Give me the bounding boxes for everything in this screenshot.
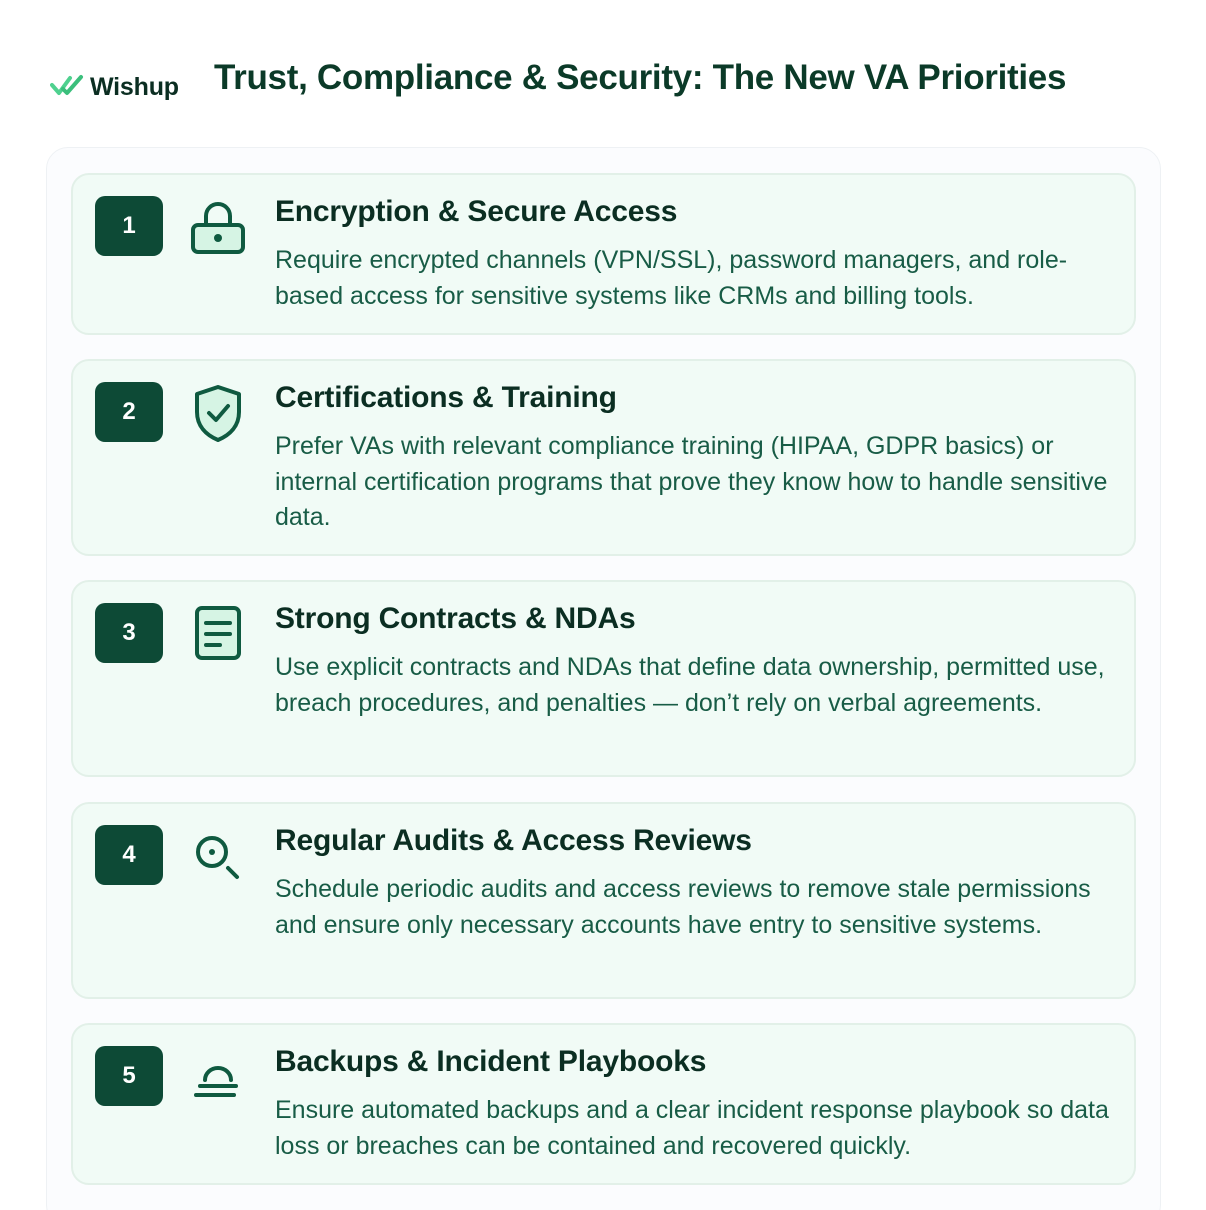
card-description: Ensure automated backups and a clear incident response playbook so data loss or breaches can be contained and recovered quickly. (275, 1096, 1109, 1160)
card-description: Require encrypted channels (VPN/SSL), password managers, and role-based access for sensitive systems like CRMs and billing tools. (275, 246, 1068, 310)
document-icon (183, 602, 253, 666)
magnifier-icon (183, 824, 253, 888)
card-title: Regular Audits & Access Reviews (275, 824, 752, 857)
step-number-badge: 3 (95, 603, 163, 663)
step-number-badge: 2 (95, 382, 163, 442)
step-number-badge: 5 (95, 1046, 163, 1106)
card-title: Backups & Incident Playbooks (275, 1045, 707, 1078)
priority-card-4 (71, 802, 1136, 999)
wishup-check-icon (50, 72, 84, 103)
card-title: Encryption & Secure Access (275, 195, 678, 228)
card-title: Strong Contracts & NDAs (275, 602, 636, 635)
lock-icon (183, 195, 253, 259)
step-number-badge: 4 (95, 825, 163, 885)
card-title: Certifications & Training (275, 381, 617, 414)
page-header (0, 0, 1206, 140)
shield-check-icon (183, 381, 253, 445)
page-title: Trust, Compliance & Security: The New VA Priorities (214, 58, 1067, 97)
priority-card-2 (71, 359, 1136, 556)
brand-name: Wishup (90, 73, 179, 101)
backup-icon (183, 1045, 253, 1109)
priority-card-1 (71, 173, 1136, 335)
step-number-badge: 1 (95, 196, 163, 256)
card-description: Schedule periodic audits and access reviews to remove stale permissions and ensure only necessary accounts have entry to sensitive systems. (275, 875, 1091, 939)
priority-card-3 (71, 580, 1136, 777)
priority-card-5 (71, 1023, 1136, 1185)
card-description: Prefer VAs with relevant compliance training (HIPAA, GDPR basics) or internal certification programs that prove they know how to handle sensitive data. (275, 432, 1108, 531)
card-description: Use explicit contracts and NDAs that define data ownership, permitted use, breach procedures, and penalties — don’t rely on verbal agreements. (275, 653, 1105, 717)
brand-logo[interactable] (50, 72, 179, 103)
